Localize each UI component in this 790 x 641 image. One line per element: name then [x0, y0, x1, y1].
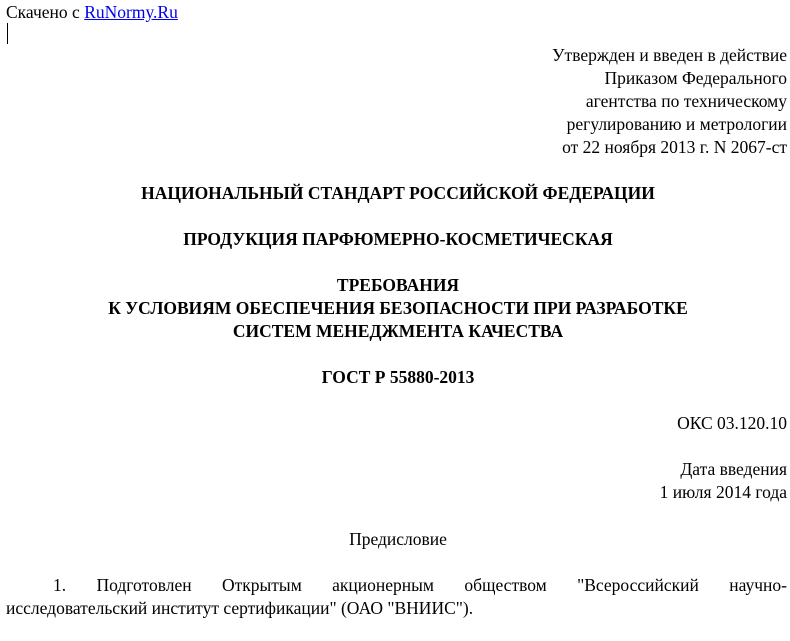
text-cursor: [7, 23, 8, 44]
approval-line-1: Утвержден и введен в действие: [552, 45, 787, 65]
requirements-title-line-3: СИСТЕМ МЕНЕДЖМЕНТА КАЧЕСТВА: [232, 321, 564, 341]
approval-block: [552, 44, 787, 159]
preface-paragraph-1-line-1: 1. Подготовлен Открытым акционерным обществом "Всероссийский научно-: [53, 575, 787, 595]
approval-line-4: регулированию и метрологии: [566, 114, 787, 134]
preface-paragraph-1: [6, 574, 787, 620]
source-line: [6, 1, 178, 24]
approval-line-3: агентства по техническому: [585, 91, 787, 111]
source-link[interactable]: RuNormy.Ru: [84, 2, 178, 22]
approval-line-2: Приказом Федерального: [604, 68, 787, 88]
preface-heading: Предисловие: [349, 529, 447, 549]
requirements-title-line-2: К УСЛОВИЯМ ОБЕСПЕЧЕНИЯ БЕЗОПАСНОСТИ ПРИ РАЗРАБОТКЕ: [108, 298, 688, 318]
approval-line-5: от 22 ноября 2013 г. N 2067-ст: [562, 137, 787, 157]
standard-title: НАЦИОНАЛЬНЫЙ СТАНДАРТ РОССИЙСКОЙ ФЕДЕРАЦИИ: [141, 183, 655, 203]
source-prefix: Скачено с: [6, 2, 85, 22]
intro-date-block: [660, 458, 787, 504]
product-title: ПРОДУКЦИЯ ПАРФЮМЕРНО-КОСМЕТИЧЕСКАЯ: [183, 229, 613, 249]
requirements-title: [0, 274, 790, 343]
intro-date-label: Дата введения: [680, 459, 787, 479]
gost-number: ГОСТ Р 55880-2013: [321, 367, 475, 387]
intro-date-value: 1 июля 2014 года: [659, 482, 787, 502]
oks-code: ОКС 03.120.10: [677, 413, 787, 433]
requirements-title-line-1: ТРЕБОВАНИЯ: [336, 275, 460, 295]
preface-paragraph-1-line-2: исследовательский институт сертификации" (ОАО "ВНИИС").: [6, 598, 474, 618]
